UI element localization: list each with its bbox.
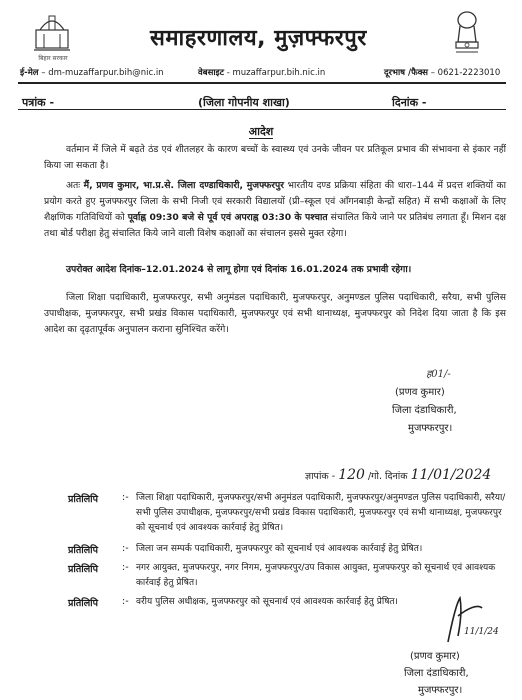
email-value: – dm-muzaffarpur.bih@nic.in	[41, 68, 164, 78]
copy-label-1: प्रतिलिपि	[68, 494, 99, 505]
signatory-name: (प्रणव कुमार)	[410, 651, 460, 662]
copy-text-3: नगर आयुक्त, मुजफ्फरपुर, नगर निगम, मुजफ्फरपुर/उप विकास आयुक्त, मुजफ्फरपुर को सूचनार्थ एवं आवश्यक कार्रवाई हेतु प्रेषित।	[136, 563, 496, 588]
copy-separator: :-	[122, 562, 129, 573]
emblem-caption: बिहार सरकार	[38, 55, 68, 62]
phone-value: – 0621-2223010	[430, 68, 501, 78]
copy-label-4: प्रतिलिपि	[68, 598, 99, 609]
signature-scribble: ह01/-	[426, 369, 451, 380]
copy-separator: :-	[122, 492, 129, 503]
copy-separator: :-	[122, 596, 129, 607]
copy-separator: :-	[122, 543, 129, 554]
signatory-place: मुजफ्फरपुर।	[408, 423, 453, 434]
reference-label: पत्रांक -	[22, 96, 55, 109]
order-para-3: उपरोक्त आदेश दिनांक–12.01.2024 से लागू होगा एवं दिनांक 16.01.2024 तक प्रभावी रहेगा।	[66, 264, 412, 275]
memo-label: ज्ञापांक -	[305, 471, 336, 482]
handwritten-signature-icon	[438, 592, 499, 648]
memo-number: 120	[338, 467, 365, 483]
copy-label-2: प्रतिलिपि	[68, 545, 99, 556]
memo-date: 11/01/2024	[410, 467, 492, 483]
email-line	[20, 67, 164, 78]
svg-text:11/1/24: 11/1/24	[464, 627, 499, 637]
subheader-divider	[18, 109, 506, 110]
signatory-place: मुजफ्फरपुर।	[418, 685, 463, 696]
officer-name: मैं, प्रणव कुमार, भा.प्र.से. जिला दण्डाधिकारी, मुजफ्फरपुर	[83, 180, 284, 191]
copy-text-4: वरीय पुलिस अधीक्षक, मुजफ्फरपुर को सूचनार्थ एवं आवश्यक कार्रवाई हेतु प्रेषित।	[136, 597, 398, 607]
website-value: - muzaffarpur.bih.nic.in	[226, 68, 326, 78]
copy-text-1: जिला शिक्षा पदाधिकारी, मुजफ्फरपुर/सभी अनुमंडल पदाधिकारी, मुजफ्फरपुर/अनुमण्डल पुलिस पदाधिकारी, सरैया/सभी पुलिस उपाधीक्षक, मुजफ्फरपुर/सभी प्रखंड विकास पदाधिकारी, मुजफ्फरपुर एवं सभी थानाध्यक्ष, मुजफ्फरपुर को सूचनार्थ एवं आवश्यक कार्रवाई हेतु प्रेषित।	[136, 493, 506, 533]
bihar-emblem-icon	[30, 8, 74, 56]
order-para-1: वर्तमान में जिले में बढ़ते ठंड एवं शीतलहर के कारण बच्चों के स्वास्थ्य एवं उनके जीवन पर प्रतिकूल प्रभाव की संभावना से इंकार नहीं किया जा सकता है।	[44, 144, 506, 171]
memo-line	[305, 467, 491, 483]
time-restriction: पूर्वाह्न 09:30 बजे से पूर्व एवं अपराह्न 03:30 के पश्चात	[127, 212, 328, 223]
branch-name: (जिला गोपनीय शाखा)	[198, 96, 290, 109]
signatory-designation: जिला दंडाधिकारी,	[404, 668, 469, 679]
order-para-2: अतः मैं, प्रणव कुमार, भा.प्र.से. जिला दण्डाधिकारी, मुजफ्फरपुर भारतीय दण्ड प्रक्रिया संहिता की धारा–144 में प्रदत्त शक्तियों का प्रयोग करते हुए मुजफ्फरपुर जिला के सभी निजी एवं सरकारी विद्यालयों (प्री–स्कूल एवं आँगनबाड़ी केन्द्रों सहित) में सभी कक्षाओं के लिए शैक्षणिक गतिविधियों को पूर्वाह्न 09:30 बजे से पूर्व एवं अपराह्न 03:30 के पश्चात संचालित किये जाने पर प्रतिबंध लगाता हूँ। मिशन दक्ष तथा बोर्ड परीक्षा हेतु संचालित किये जाने वाली विशेष कक्षाओं का संचालन इससे मुक्त रहेगा।	[44, 180, 506, 239]
email-label: ई-मेल	[20, 68, 39, 78]
signatory-name: (प्रणव कुमार)	[395, 387, 445, 398]
website-label: वेबसाइट	[198, 68, 224, 78]
order-heading: आदेश	[248, 125, 274, 138]
header-divider	[18, 82, 506, 84]
office-title: समाहरणालय, मुज़फ्फरपुर	[150, 26, 367, 51]
memo-suffix: /गो. दिनांक	[367, 471, 408, 482]
website-line	[198, 67, 325, 78]
copy-text-2: जिला जन सम्पर्क पदाधिकारी, मुजफ्फरपुर को सूचनार्थ एवं आवश्यक कार्रवाई हेतु प्रेषित।	[136, 544, 423, 554]
ashoka-lion-emblem-icon	[452, 8, 482, 58]
copy-label-3: प्रतिलिपि	[68, 564, 99, 575]
order-para-4: जिला शिक्षा पदाधिकारी, मुजफ्फरपुर, सभी अनुमंडल पदाधिकारी, मुजफ्फरपुर, अनुमण्डल पुलिस पदाधिकारी, सरैया, सभी पुलिस उपाधीक्षक, मुजफ्फरपुर, सभी प्रखंड विकास पदाधिकारी, मुजफ्फरपुर एवं सभी थानाध्यक्ष, मुजफ्फरपुर को निदेश दिया जाता है कि इस आदेश का दृढ़तापूर्वक अनुपालन कराना सुनिश्चित करेंगे।	[44, 292, 506, 335]
date-label: दिनांक -	[392, 96, 427, 109]
signatory-designation: जिला दंडाधिकारी,	[392, 405, 457, 416]
phone-label: दूरभाष /फैक्स	[384, 68, 429, 78]
phone-line	[384, 67, 500, 78]
